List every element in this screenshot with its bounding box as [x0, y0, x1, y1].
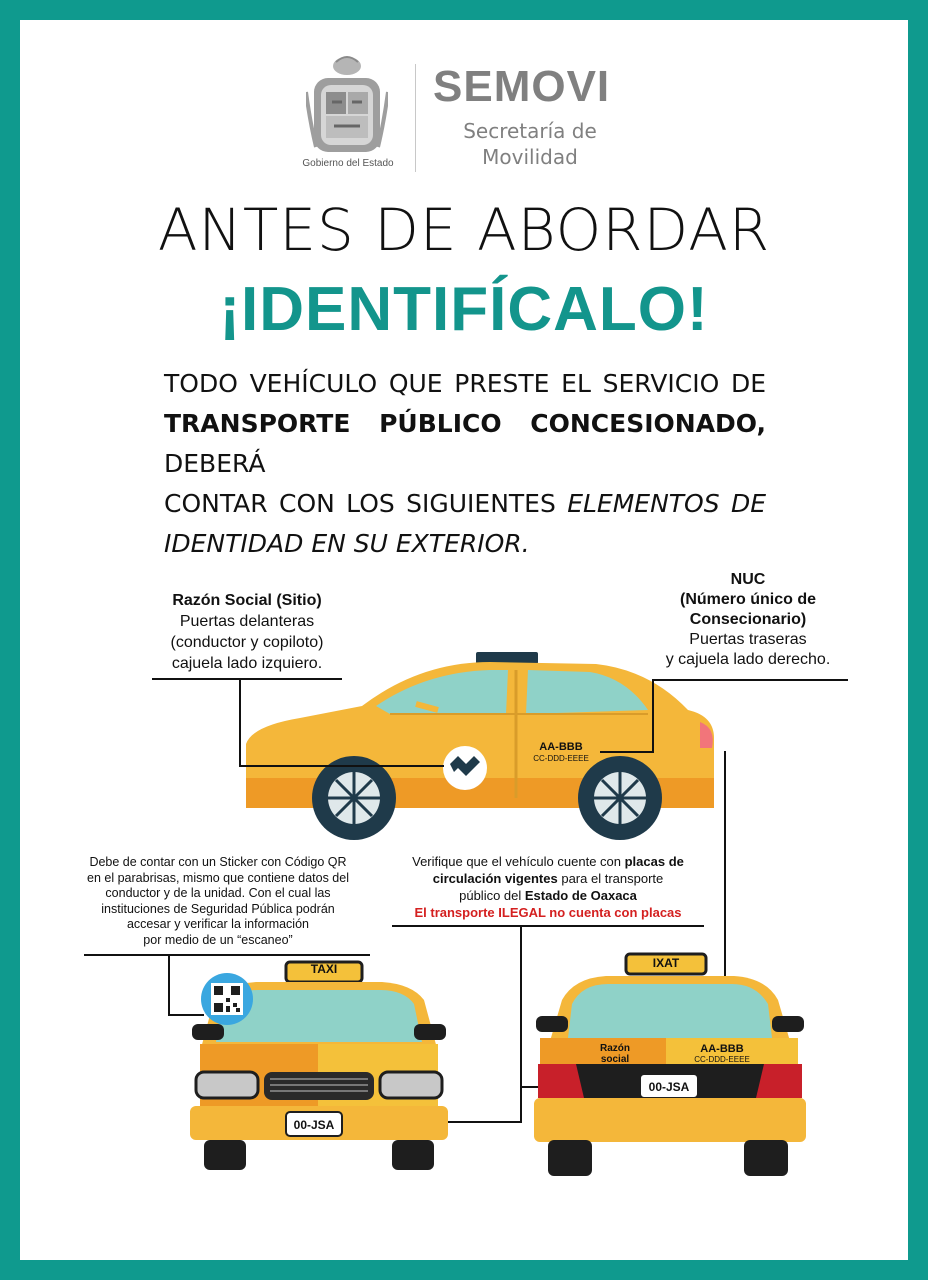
callout-nuc-title-2: (Número único de: [679, 591, 816, 608]
state-emblem-icon: [306, 52, 388, 156]
rear-left-tire: [548, 1140, 592, 1176]
front-plate-number: 00-JSA: [293, 1118, 335, 1132]
callout-placas: [386, 853, 710, 921]
callout-placas-line-2-plain: para el transporte: [557, 871, 664, 886]
callout-placas-line-3-bold: Estado de Oaxaca: [524, 888, 637, 903]
rear-taxi-sign-label: IXAT: [652, 956, 680, 970]
rear-razon-line-2: social: [600, 1054, 630, 1065]
front-left-tire: [204, 1140, 246, 1170]
callout-qr-line-1: Debe de contar con un Sticker con Código QR: [89, 855, 347, 869]
leader-qr-vertical: [168, 954, 170, 1016]
leader-razon-horizontal: [239, 765, 444, 767]
intro-paragraph: [164, 364, 766, 564]
rear-right-light: [756, 1064, 802, 1098]
leader-nuc-horizontal: [600, 751, 654, 753]
rear-window: [568, 984, 772, 1038]
callout-placas-line-2-bold: circulación vigentes: [432, 871, 558, 886]
front-right-tire: [392, 1140, 434, 1170]
brand-subtitle: [430, 118, 630, 170]
intro-line-4: [164, 524, 766, 564]
rear-razon-text: [580, 1043, 650, 1065]
callout-qr-line-2: en el parabrisas, mismo que contiene datos del: [87, 870, 349, 885]
callout-razon-line-2: (conductor y copiloto): [170, 634, 324, 651]
rear-right-tire: [744, 1140, 788, 1176]
rear-right-mirror: [772, 1016, 804, 1032]
brand-subtitle-line-1: Secretaría de: [463, 119, 597, 143]
callout-placas-line-1: [386, 853, 710, 870]
front-left-mirror: [192, 1024, 224, 1040]
callout-nuc-line-2: y cajuela lado derecho.: [665, 651, 831, 668]
side-nuc-sub: CC-DDD-EEEE: [533, 754, 589, 763]
callout-nuc-line-1: Puertas traseras: [689, 631, 807, 648]
rear-left-light: [538, 1064, 584, 1098]
front-taxi-sign-label: TAXI: [310, 962, 338, 976]
leader-nuc-vertical: [652, 680, 654, 752]
callout-placas-line-2: [386, 870, 710, 887]
callout-placas-line-1-bold: placas de: [624, 854, 684, 869]
callout-razon-title: Razón Social (Sitio): [172, 592, 322, 609]
callout-placas-line-3-plain: público del: [459, 888, 525, 903]
intro-line-2-bold: TRANSPORTE PÚBLICO CONCESIONADO,: [164, 409, 766, 438]
rear-nuc-code: AA-BBB: [700, 1043, 744, 1055]
brand-name: SEMOVI: [433, 62, 611, 111]
rear-nuc-sub: CC-DDD-EEEE: [694, 1055, 750, 1064]
front-right-mirror: [414, 1024, 446, 1040]
title-line-2: ¡IDENTIFÍCALO!: [219, 275, 709, 344]
callout-nuc-title-1: NUC: [730, 571, 766, 588]
header-divider: [415, 64, 416, 172]
callout-nuc-title-3: Consecionario): [689, 611, 807, 628]
taxi-rear-view: [530, 952, 810, 1178]
callout-placas-underline: [392, 925, 704, 927]
callout-qr: [70, 855, 366, 948]
intro-line-2-rest: DEBERÁ: [164, 449, 266, 478]
callout-qr-line-6: por medio de un “escaneo”: [143, 932, 293, 947]
intro-line-2: [164, 404, 766, 484]
brand-subtitle-line-2: Movilidad: [482, 145, 578, 169]
leader-placas-vertical: [520, 925, 522, 1123]
illegal-warning: El transporte ILEGAL no cuenta con placas: [414, 905, 682, 920]
front-right-headlight: [380, 1072, 442, 1098]
callout-razon-line-3: cajuela lado izquiero.: [171, 655, 323, 672]
intro-line-3-italic: ELEMENTOS DE: [567, 489, 766, 518]
rear-plate-number: 00-JSA: [648, 1080, 690, 1094]
callout-qr-line-4: instituciones de Seguridad Pública podrán: [101, 901, 335, 916]
taxi-side-view: [240, 648, 720, 844]
leader-razon-vertical: [239, 680, 241, 766]
callout-qr-line-5: accesar y verificar la información: [126, 917, 309, 931]
callout-qr-underline: [84, 954, 370, 956]
callout-placas-line-1-plain: Verifique que el vehículo cuente con: [412, 854, 625, 869]
front-left-headlight: [196, 1072, 258, 1098]
side-nuc-code: AA-BBB: [539, 741, 583, 753]
rear-razon-line-1: Razón: [600, 1043, 630, 1054]
rear-left-mirror: [536, 1016, 568, 1032]
qr-sticker-icon: [200, 972, 254, 1026]
intro-line-3: [164, 484, 766, 524]
intro-line-3-plain: CONTAR CON LOS SIGUIENTES: [164, 489, 568, 518]
title-line-1: ANTES DE ABORDAR: [157, 196, 771, 264]
intro-line-1: TODO VEHÍCULO QUE PRESTE EL SERVICIO DE: [164, 369, 766, 398]
callout-qr-line-3: conductor y de la unidad. Con el cual las: [105, 886, 331, 900]
emblem-caption: Gobierno del Estado: [302, 158, 394, 169]
callout-razon-line-1: Puertas delanteras: [179, 613, 315, 630]
callout-placas-line-3: [386, 887, 710, 904]
intro-line-4-italic: IDENTIDAD EN SU EXTERIOR.: [164, 529, 530, 558]
